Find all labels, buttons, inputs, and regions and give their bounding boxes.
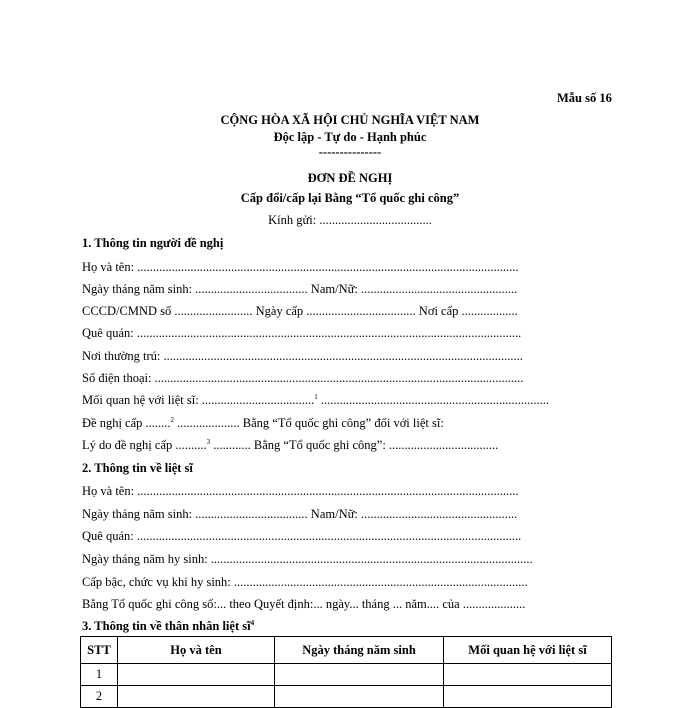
martyr-death-date-line: Ngày tháng năm hy sinh: .......................................................................................................: [82, 552, 533, 566]
section2-heading: 2. Thông tin về liệt sĩ: [82, 461, 193, 475]
row-stt: 1: [81, 664, 118, 686]
table-row: [81, 686, 612, 708]
document-title: ĐƠN ĐỀ NGHỊ: [307, 171, 393, 185]
row-relation-cell[interactable]: [444, 686, 612, 708]
requester-residence-line: Nơi thường trú: ...................................................................................................................: [82, 349, 523, 363]
relatives-table: [80, 636, 612, 708]
requester-phone-line: Số điện thoại: ......................................................................................................................: [82, 371, 524, 385]
request-reason-line: Lý do đề nghị cấp ..........$^3$ ............ Bằng “Tổ quốc ghi công”: ...................................: [82, 437, 499, 452]
col-header-relation: Mối quan hệ với liệt sĩ: [444, 637, 612, 664]
national-motto: Độc lập - Tự do - Hạnh phúc: [273, 130, 427, 144]
row-relation-cell[interactable]: [444, 664, 612, 686]
requester-name-line: Họ và tên: ..........................................................................................................................: [82, 260, 519, 274]
martyr-certificate-line: Bằng Tổ quốc ghi công số:... theo Quyết định:... ngày... tháng ... năm.... của ....................: [82, 597, 526, 611]
requester-id-line: CCCD/CMND số ......................... Ngày cấp ................................... Nơi cấp ..................: [82, 304, 518, 318]
footnote-3: 3: [206, 437, 211, 446]
col-header-name: Họ và tên: [118, 637, 275, 664]
section1-heading: 1. Thông tin người đề nghị: [82, 236, 224, 250]
row-dob-cell[interactable]: [275, 686, 444, 708]
document-subtitle: Cấp đổi/cấp lại Bằng “Tổ quốc ghi công”: [240, 191, 460, 205]
table-row: [81, 664, 612, 686]
country-name: CỘNG HÒA XÃ HỘI CHỦ NGHĨA VIỆT NAM: [220, 113, 480, 127]
footnote-2: 2: [170, 415, 175, 424]
form-code: Mẫu số 16: [557, 91, 612, 105]
footnote-4: 4: [250, 618, 255, 627]
header-divider: ---------------: [318, 145, 382, 159]
martyr-dob-line: Ngày tháng năm sinh: .................................... Nam/Nữ: ..................................................: [82, 507, 518, 521]
martyr-hometown-line: Quê quán: ...........................................................................................................................: [82, 529, 522, 543]
section3-heading: 3. Thông tin về thân nhân liệt $sĩ^4$: [82, 618, 255, 633]
row-dob-cell[interactable]: [275, 664, 444, 686]
row-stt: 2: [81, 686, 118, 708]
request-type-line: Đề nghị cấp ........$^2$ .................... Bằng “Tổ quốc ghi công” đối với liệt sĩ:: [82, 415, 444, 430]
col-header-dob: Ngày tháng năm sinh: [275, 637, 444, 664]
col-header-stt: STT: [81, 637, 118, 664]
martyr-name-line: Họ và tên: ..........................................................................................................................: [82, 484, 519, 498]
row-name-cell[interactable]: [118, 686, 275, 708]
footnote-1: 1: [314, 392, 318, 401]
requester-relation-line: Mối quan hệ với liệt sĩ: ....................................$^1$ .........................................................................: [82, 392, 550, 407]
requester-dob-line: Ngày tháng năm sinh: .................................... Nam/Nữ: ..................................................: [82, 282, 518, 296]
table-header-row: [81, 637, 612, 664]
row-name-cell[interactable]: [118, 664, 275, 686]
addressee: Kính gửi: ....................................: [268, 213, 432, 227]
martyr-rank-line: Cấp bậc, chức vụ khi hy sinh: ..............................................................................................: [82, 575, 528, 589]
requester-hometown-line: Quê quán: ...........................................................................................................................: [82, 326, 522, 340]
